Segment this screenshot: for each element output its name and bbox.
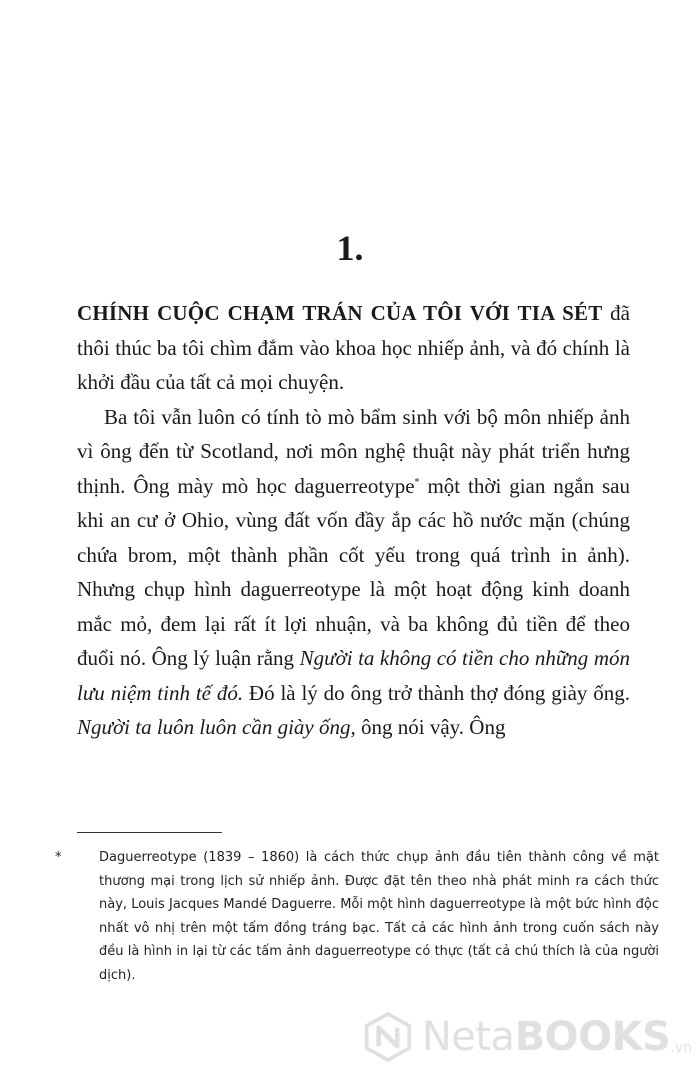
watermark-brand: [422, 1014, 671, 1060]
paragraph-1-text: đã thôi thúc ba tôi chìm đắm vào khoa học nhiếp ảnh, và đó chính là khởi đầu của tất cả mọi chuyện.: [77, 301, 630, 394]
paragraph-2-text-a: Ba tôi vẫn luôn có tính tò mò bẩm sinh với bộ môn nhiếp ảnh vì ông đến từ Scotland, nơi môn nghệ thuật này phát triển hưng thịnh. Ông mày mò học daguerreotype: [77, 404, 630, 498]
watermark-brand-light: Neta: [421, 1014, 515, 1060]
paragraph-2-italic-1: Người ta không có tiền cho những món lưu niệm tinh tế đó.: [77, 646, 630, 705]
paragraph-2-text-c: Đó là lý do ông trở thành thợ đóng giày ống.: [243, 680, 630, 705]
watermark-domain: .vn: [670, 1040, 692, 1056]
n-logo-icon: [362, 1009, 414, 1065]
body-text: [77, 296, 630, 745]
opening-caps: CHÍNH CUỘC CHẠM TRÁN CỦA TÔI VỚI TIA SÉT: [77, 301, 603, 325]
paragraph-2: [77, 400, 630, 745]
watermark: [362, 1006, 692, 1068]
footnote: [55, 846, 659, 988]
paragraph-2-text-d: ông nói vậy. Ông: [355, 715, 506, 739]
footnote-text: Daguerreotype (1839 – 1860) là cách thức chụp ảnh đầu tiên thành công về mặt thương mại trong lịch sử nhiếp ảnh. Được đặt tên theo nhà phát minh ra cách thức này, Louis Jacques Mandé Daguerre. Mỗi một hình daguerreotype là một bức hình độc nhất vô nhị trên một tấm đồng tráng bạc. Tất cả các hình ảnh trong cuốn sách này đều là hình in lại từ các tấm ảnh daguerreotype có thực (tất cả chú thích là của người dịch).: [99, 850, 659, 983]
paragraph-2-italic-2: Người ta luôn luôn cần giày ống,: [77, 715, 356, 739]
footnote-marker: *: [55, 850, 62, 865]
footnote-reference[interactable]: *: [414, 476, 420, 488]
chapter-number: 1.: [336, 228, 364, 268]
watermark-brand-bold: BOOKS: [514, 1014, 671, 1060]
footnote-divider: [77, 832, 222, 833]
paragraph-2-text-b: một thời gian ngắn sau khi an cư ở Ohio, vùng đất vốn đầy ắp các hồ nước mặn (chúng chứa brom, một thành phần cốt yếu trong quá trình in ảnh). Nhưng chụp hình daguerreotype là một hoạt động kinh doanh mắc mỏ, đem lại rất ít lợi nhuận, và ba không đủ tiền để theo đuổi nó. Ông lý luận rằng: [77, 473, 630, 670]
paragraph-1: [77, 296, 630, 400]
